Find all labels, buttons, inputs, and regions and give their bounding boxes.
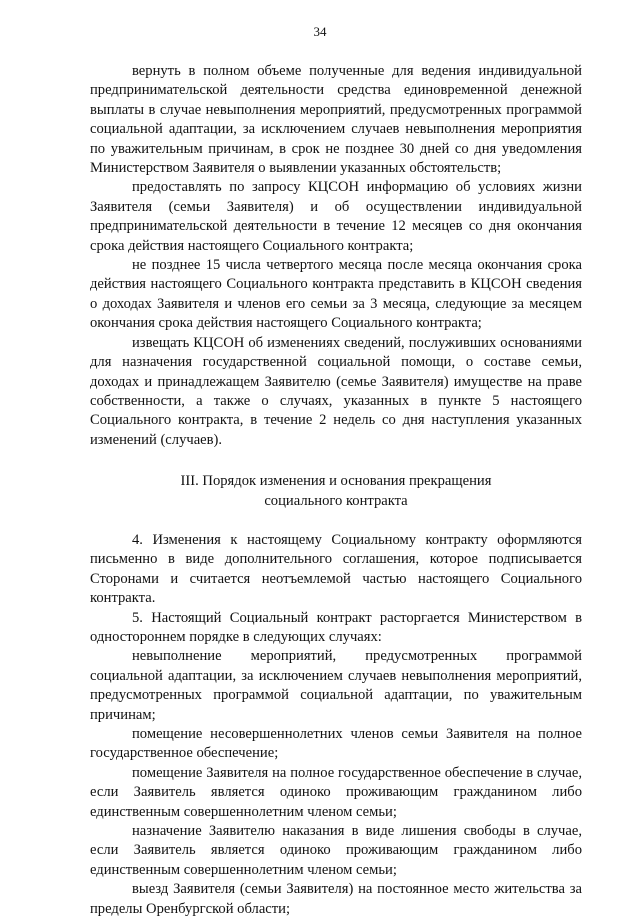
list-item-applicant-placement: помещение Заявителя на полное государственное обеспечение в случае, если Заявитель является одиноко проживающим гражданином либо единственным совершеннолетним членом семьи; xyxy=(90,764,582,820)
document-body xyxy=(90,62,582,919)
page-number: 34 xyxy=(313,24,327,39)
list-item-imprisonment: назначение Заявителю наказания в виде лишения свободы в случае, если Заявитель является одиноко проживающим гражданином либо единственным совершеннолетним членом семьи; xyxy=(90,823,582,878)
paragraph-income-report: не позднее 15 числа четвертого месяца после месяца окончания срока действия настоящего Социального контракта представить в КЦСОН сведения о доходах Заявителя и членов его семьи за 3 месяца, следующие за месяцем окончания срока действия настоящего Социального контракта; xyxy=(90,257,582,332)
section-heading xyxy=(90,472,582,511)
section-heading-line2: социального контракта xyxy=(264,492,408,509)
paragraph-return-funds: вернуть в полном объеме полученные для ведения индивидуальной предпринимательской деятельности средства единовременной денежной выплаты в случае невыполнения мероприятий, предусмотренных программой социальной адаптации, за исключением случаев невыполнения мероприятия по уважительным причинам, в срок не позднее 30 дней со дня уведомления Министерством Заявителя о выявлении указанных обстоятельств; xyxy=(90,63,582,177)
paragraph-notify-changes: извещать КЦСОН об изменениях сведений, послуживших основаниями для назначения государственной социальной помощи, о составе семьи, доходах и принадлежащем Заявителю (семье Заявителя) имуществе на праве собственности, а также о случаях, указанных в пункте 5 настоящего Социального контракта, в течение 2 недель со дня наступления указанных изменений (случаев). xyxy=(90,334,582,448)
list-item-relocation: выезд Заявителя (семьи Заявителя) на постоянное место жительства за пределы Оренбургской области; xyxy=(90,881,582,917)
list-item-nonfulfillment: невыполнение мероприятий, предусмотренных программой социальной адаптации, за исключением случаев невыполнения мероприятий, предусмотренных программой социальной адаптации, по уважительным причинам; xyxy=(90,648,582,723)
paragraph-clause-5: 5. Настоящий Социальный контракт расторгается Министерством в одностороннем порядке в следующих случаях: xyxy=(90,609,582,645)
list-item-minors-placement: помещение несовершеннолетних членов семьи Заявителя на полное государственное обеспечение; xyxy=(90,726,582,762)
section-heading-line1: III. Порядок изменения и основания прекращения xyxy=(180,473,492,490)
paragraph-provide-info: предоставлять по запросу КЦСОН информацию об условиях жизни Заявителя (семьи Заявителя) и об осуществлении индивидуальной предпринимательской деятельности в течение 12 месяцев со дня окончания срока действия настоящего Социального контракта; xyxy=(90,179,582,254)
paragraph-clause-4: 4. Изменения к настоящему Социальному контракту оформляются письменно в виде дополнительного соглашения, которое подписывается Сторонами и считается неотъемлемой частью настоящего Социального контракта. xyxy=(90,531,582,607)
